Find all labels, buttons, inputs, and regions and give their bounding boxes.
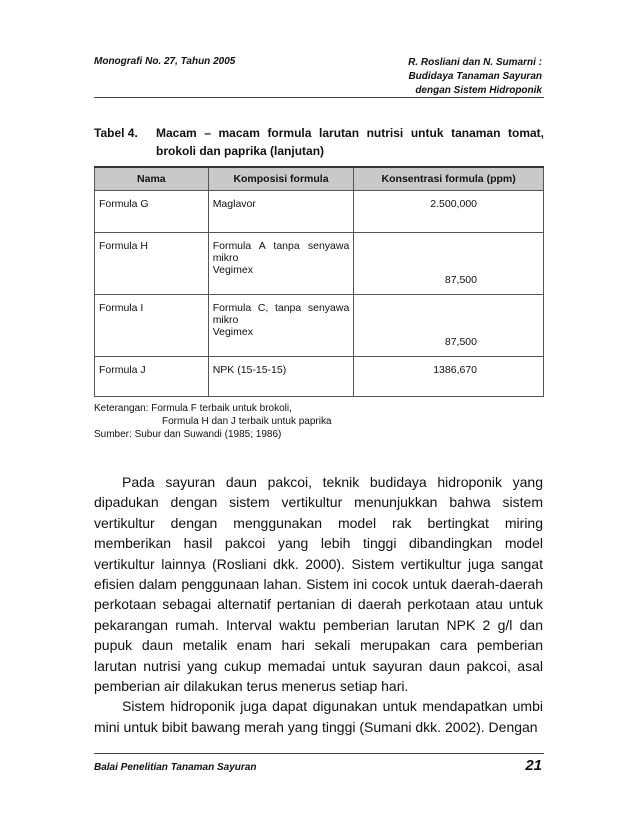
cell-name: Formula G: [95, 191, 209, 233]
composition-line: Formula C, tanpa senyawa mikro: [212, 302, 350, 326]
composition-line: Formula A tanpa senyawa mikro: [212, 240, 350, 264]
composition-line: NPK (15-15-15): [212, 364, 287, 376]
table-caption-label: Tabel 4.: [94, 126, 138, 140]
formula-table: [94, 166, 544, 397]
composition-line: Vegimex: [212, 326, 253, 338]
cell-composition: [208, 357, 354, 397]
footer-divider: [94, 753, 544, 754]
composition-line: Vegimex: [212, 264, 253, 276]
table-row: [95, 295, 544, 357]
table-row: [95, 191, 544, 233]
table-caption-text: Macam – macam formula larutan nutrisi untuk tanaman tomat, brokoli dan paprika (lanjutan): [156, 126, 544, 158]
cell-concentration: 87,500: [354, 233, 544, 295]
header-right-line-2: Budidaya Tanaman Sayuran: [408, 71, 542, 82]
cell-concentration: 1386,670: [354, 357, 544, 397]
header-right-line-1: R. Rosliani dan N. Sumarni :: [408, 57, 542, 68]
running-footer: Balai Penelitian Tanaman Sayuran: [94, 762, 257, 773]
paragraph-1: Pada sayuran daun pakcoi, teknik budidaya hidroponik yang dipadukan dengan sistem vertikultur menunjukkan bahwa sistem vertikultur dengan menggunakan model rak bertingkat miring memberikan hasil pakcoi yang lebih tinggi dibandingkan model vertikultur lainnya (Rosliani dkk. 2000). Sistem vertikultur juga sangat efisien dalam penggunaan lahan. Sistem ini cocok untuk daerah-daerah perkotaan sebagai alternatif pertanian di daerah perkotaan atau untuk pekarangan rumah. Interval waktu pemberian larutan NPK 2 g/l dan pupuk daun metalik enam hari sekali merupakan cara pemberian larutan nutrisi yang cukup memadai untuk sayuran daun pakcoi, asal pemberian air dilakukan terus menerus setiap hari.: [94, 474, 543, 695]
cell-name: Formula H: [95, 233, 209, 295]
table-row: [95, 357, 544, 397]
cell-concentration: 2.500,000: [354, 191, 544, 233]
table-row: [95, 233, 544, 295]
composition-line: Maglavor: [212, 198, 256, 210]
cell-name: Formula I: [95, 295, 209, 357]
cell-composition: [208, 295, 354, 357]
body-text: [94, 472, 543, 737]
note-line-2: Formula H dan J terbaik untuk paprika: [162, 416, 332, 427]
header-divider: [94, 97, 544, 98]
running-header-right: [322, 56, 542, 98]
note-line-1: Keterangan: Formula F terbaik untuk brokoli,: [94, 403, 292, 414]
column-header-nama: Nama: [95, 167, 209, 191]
running-header-left: Monografi No. 27, Tahun 2005: [94, 56, 236, 67]
column-header-konsentrasi: Konsentrasi formula (ppm): [354, 167, 544, 191]
cell-concentration: 87,500: [354, 295, 544, 357]
cell-composition: [208, 191, 354, 233]
column-header-komposisi: Komposisi formula: [208, 167, 354, 191]
table-notes: [94, 402, 544, 441]
cell-name: Formula J: [95, 357, 209, 397]
note-source: Sumber: Subur dan Suwandi (1985; 1986): [94, 429, 282, 440]
header-right-line-3: dengan Sistem Hidroponik: [415, 85, 542, 96]
table-header-row: [95, 167, 544, 191]
cell-composition: [208, 233, 354, 295]
page-number: 21: [525, 757, 542, 774]
paragraph-2: Sistem hidroponik juga dapat digunakan untuk mendapatkan umbi mini untuk bibit bawang merah yang tinggi (Sumani dkk. 2002). Dengan: [94, 698, 543, 735]
